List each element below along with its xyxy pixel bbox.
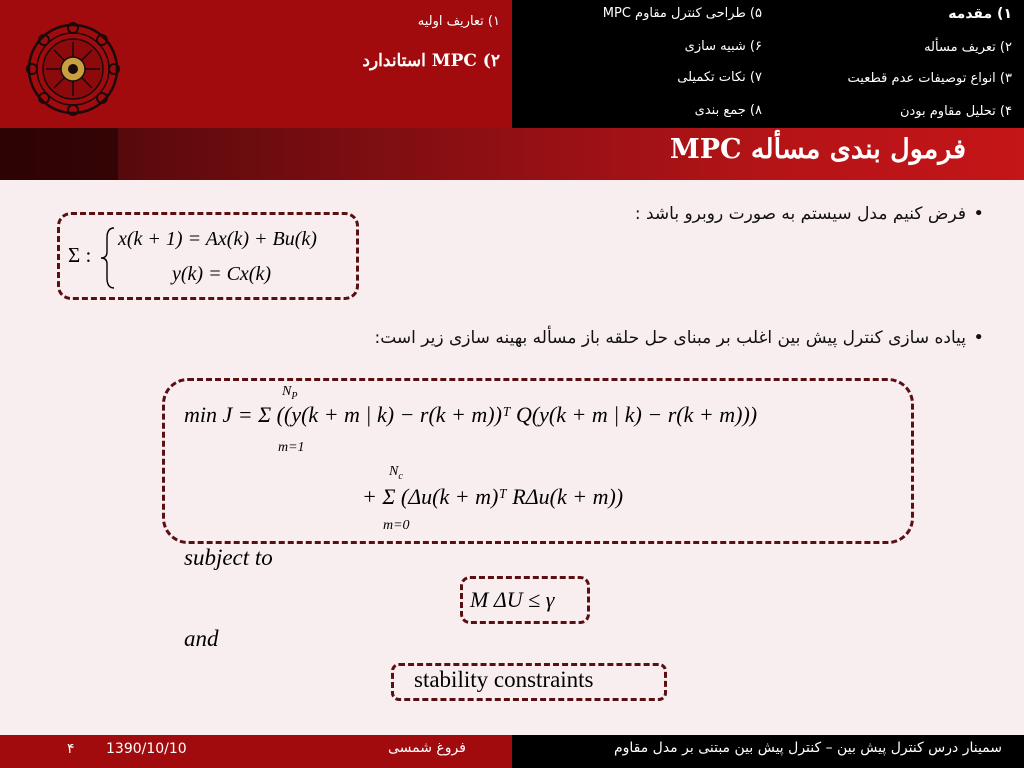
sum1-lower-limit: m=1 xyxy=(278,440,305,455)
constraint-inequality: M ΔU ≤ γ xyxy=(470,587,555,612)
sub-item-standard-mpc[interactable]: ۲) MPC استاندارد xyxy=(362,51,500,71)
bullet-marker: • xyxy=(973,327,984,348)
nav-item-problem-definition[interactable]: ۲) تعریف مسأله xyxy=(924,40,1012,55)
title-band-shade xyxy=(0,128,118,180)
state-equation: x(k + 1) = Ax(k) + Bu(k) xyxy=(118,228,317,250)
bullet-system-model: فرض کنیم مدل سیستم به صورت روبرو باشد : xyxy=(634,204,966,224)
footer-seminar-title: سمینار درس کنترل پیش بین – کنترل پیش بین مبتنی بر مدل مقاوم xyxy=(613,740,1002,756)
cost-line-1: min J = Σ ((y(k + m | k) − r(k + m))ᵀ Q(y(k + m | k) − r(k + m))) xyxy=(184,402,758,427)
and-label: and xyxy=(184,626,219,651)
nav-item-supplementary[interactable]: ۷) نکات تکمیلی xyxy=(677,70,762,85)
bullet-optimization: پیاده سازی کنترل پیش بین اغلب بر مبنای حل حلقه باز مسأله بهینه سازی زیر است: xyxy=(374,328,966,348)
nav-item-intro[interactable]: ۱) مقدمه xyxy=(948,6,1012,22)
slide-title: فرمول بندی مسأله MPC xyxy=(669,134,966,165)
bullet-marker: • xyxy=(973,203,984,224)
nav-item-summary[interactable]: ۸) جمع بندی xyxy=(694,103,762,118)
system-brace xyxy=(99,226,117,290)
cost-line-2: + Σ (Δu(k + m)ᵀ RΔu(k + m)) xyxy=(362,484,624,509)
output-equation: y(k) = Cx(k) xyxy=(172,263,271,285)
sum1-upper-limit: $N_P$ xyxy=(282,384,298,402)
sum2-upper-limit: $N_c$ xyxy=(389,464,403,482)
footer-page-number: ۴ xyxy=(67,741,75,757)
nav-item-robust-mpc-design[interactable]: ۵) طراحی کنترل مقاوم MPC xyxy=(602,6,762,21)
nav-item-uncertainty-types[interactable]: ۳) انواع توصیفات عدم قطعیت xyxy=(847,71,1012,86)
sum2-lower-limit: m=0 xyxy=(383,518,410,533)
system-sigma-label: Σ : xyxy=(68,243,92,267)
university-emblem-icon xyxy=(26,22,120,116)
nav-item-robustness-analysis[interactable]: ۴) تحلیل مقاوم بودن xyxy=(899,104,1012,119)
nav-item-simulation[interactable]: ۶) شبیه سازی xyxy=(684,39,762,54)
footer-date: 1390/10/10 xyxy=(106,741,187,757)
stability-constraints-label: stability constraints xyxy=(414,667,594,692)
footer-author: فروغ شمسی xyxy=(388,740,466,756)
sub-item-definitions[interactable]: ۱) تعاریف اولیه xyxy=(417,14,500,29)
subject-to-label: subject to xyxy=(184,545,273,570)
